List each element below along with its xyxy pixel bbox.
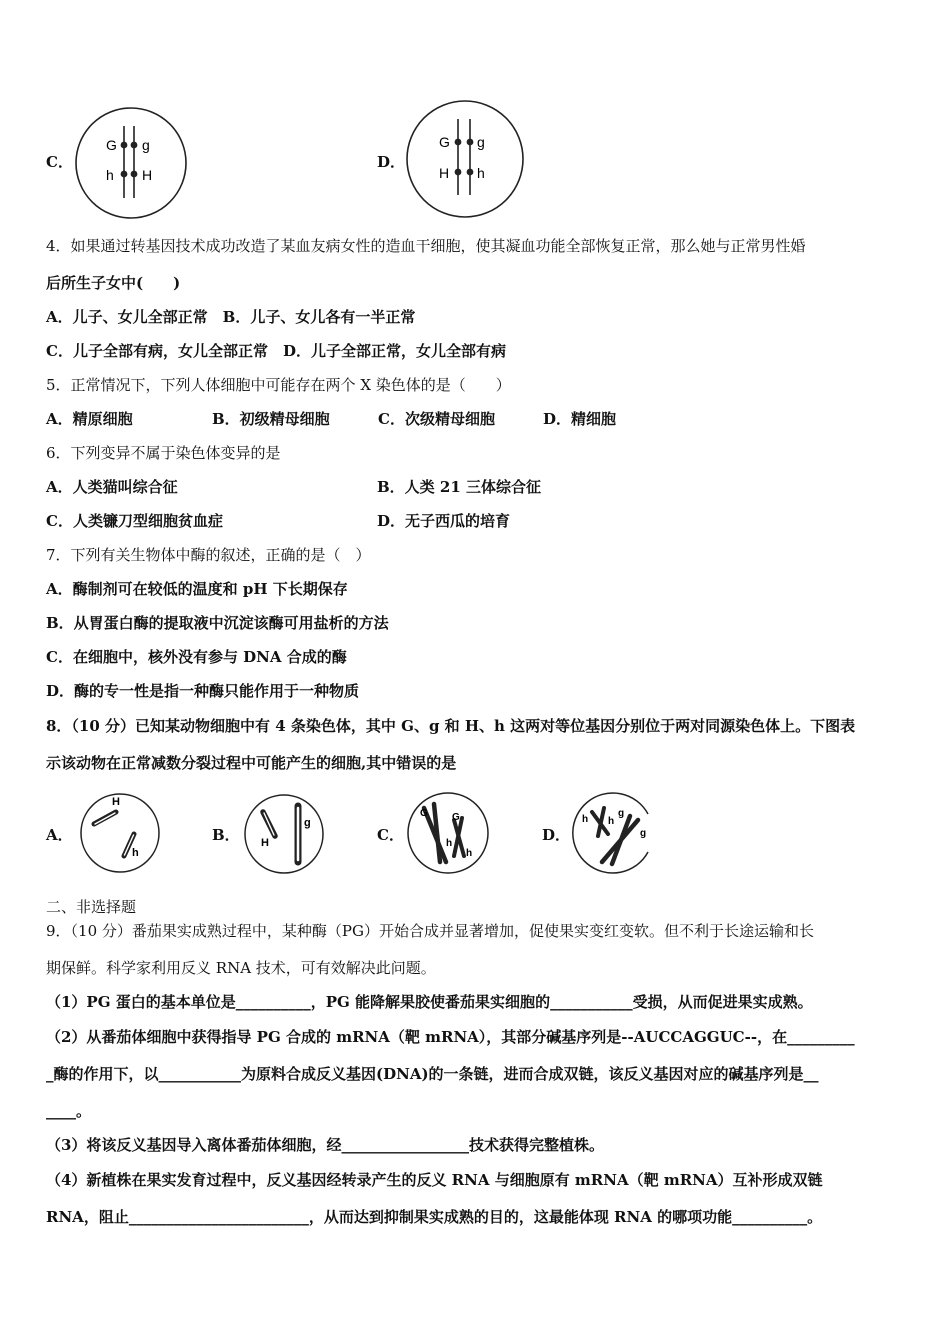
q5-option-a: A．精原细胞 [46, 410, 133, 428]
option-c-label-q8: C． [377, 826, 404, 844]
gene-label: H [142, 167, 153, 183]
cell-circle [81, 794, 159, 872]
q9-part4-line1: （4）新植株在果实发育过程中，反义基因经转录产生的反义 RNA 与细胞原有 mRNA（靶 mRNA）互补形成双链 [46, 1171, 823, 1189]
gene-label: g [618, 808, 625, 819]
q8-stem-line1: 8．（10 分）已知某动物细胞中有 4 条染色体，其中 G、g 和 H、h 这两对等位基因分别位于两对同源染色体上。下图表 [46, 717, 856, 735]
gene-label: h [477, 165, 485, 181]
section-heading: 二、非选择题 [46, 898, 137, 916]
gene-label: G [106, 137, 117, 153]
q8-stem-line2: 示该动物在正常减数分裂过程中可能产生的细胞,其中错误的是 [46, 754, 457, 772]
q6-option-a: A．人类猫叫综合征 [46, 478, 178, 496]
q6-option-c: C．人类镰刀型细胞贫血症 [46, 512, 223, 530]
centromere-dot [121, 142, 128, 149]
q7-option-a: A．酶制剂可在较低的温度和 pH 下长期保存 [46, 580, 348, 598]
q4-stem-line2: 后所生子女中( ) [46, 274, 181, 292]
figure-q8-option-a [78, 790, 164, 876]
figure-q3-option-c [72, 104, 190, 222]
gene-label: h [446, 838, 453, 849]
q7-option-c: C．在细胞中，核外没有参与 DNA 合成的酶 [46, 648, 347, 666]
q9-part4-line2: RNA，阻止________________________，从而达到抑制果实成熟的目的，这最能体现 RNA 的哪项功能__________。 [46, 1208, 823, 1226]
q7-stem: 7．下列有关生物体中酶的叙述，正确的是（ ） [46, 546, 371, 564]
chromosome [264, 813, 274, 835]
centromere-dot [455, 169, 462, 176]
option-a-label-q8: A． [46, 826, 73, 844]
q6-option-b: B．人类 21 三体综合征 [377, 478, 541, 496]
gene-label: h [132, 847, 139, 859]
option-b-label-q8: B． [212, 826, 240, 844]
gene-label: h [466, 848, 473, 859]
chromosome [434, 804, 440, 862]
cell-circle [573, 793, 648, 873]
figure-q3-option-d [403, 97, 527, 221]
figure-q8-option-c [404, 790, 494, 878]
q4-options-cd: C．儿子全部有病，女儿全部正常 D．儿子全部正常，女儿全部有病 [46, 342, 506, 360]
option-d-label-q3: D． [377, 153, 406, 171]
centromere-dot [467, 139, 474, 146]
q5-option-b: B．初级精母细胞 [212, 410, 330, 428]
q9-part3: （3）将该反义基因导入离体番茄体细胞，经_________________技术获得完整植株。 [46, 1136, 604, 1154]
gene-label: h [582, 814, 589, 825]
centromere-dot [121, 171, 128, 178]
q4-stem-line1: 4．如果通过转基因技术成功改造了某血友病女性的造血干细胞，使其凝血功能全部恢复正常，那么她与正常男性婚 [46, 237, 806, 255]
q9-stem-line2: 期保鲜。科学家利用反义 RNA 技术，可有效解决此问题。 [46, 959, 436, 977]
gene-label: H [261, 837, 269, 849]
q9-part2-line2: _酶的作用下，以___________为原料合成反义基因(DNA)的一条链，进而合成双链，该反义基因对应的碱基序列是__ [46, 1065, 819, 1083]
centromere-dot [131, 171, 138, 178]
cell-circle [245, 795, 323, 873]
q4-options-ab: A．儿子、女儿全部正常 B．儿子、女儿各有一半正常 [46, 308, 416, 326]
q5-option-c: C．次级精母细胞 [378, 410, 495, 428]
q9-part1: （1）PG 蛋白的基本单位是__________，PG 能降解果胶使番茄果实细胞的___________受损，从而促进果实成熟。 [46, 993, 813, 1011]
option-d-label-q8: D． [542, 826, 571, 844]
gene-label: H [112, 796, 120, 808]
q7-option-b: B．从胃蛋白酶的提取液中沉淀该酶可用盐析的方法 [46, 614, 389, 632]
centromere-dot [455, 139, 462, 146]
figure-q8-option-b [241, 792, 327, 878]
q6-option-d: D．无子西瓜的培育 [377, 512, 511, 530]
centromere-dot [467, 169, 474, 176]
q5-stem: 5．正常情况下，下列人体细胞中可能存在两个 X 染色体的是（ ） [46, 376, 511, 394]
gene-label: h [106, 167, 114, 183]
gene-label: h [608, 816, 615, 827]
gene-label: G [439, 134, 450, 150]
figure-q8-option-d [568, 790, 650, 878]
gene-label: g [477, 134, 485, 150]
gene-label: G [452, 812, 460, 823]
option-c-label-q3: C． [46, 153, 73, 171]
q6-stem: 6．下列变异不属于染色体变异的是 [46, 444, 281, 462]
chromosome [95, 813, 115, 824]
q5-option-d: D．精细胞 [543, 410, 617, 428]
cell-circle [407, 101, 523, 217]
q7-option-d: D．酶的专一性是指一种酶只能作用于一种物质 [46, 682, 360, 700]
q9-part2-line3: ____。 [46, 1102, 92, 1120]
centromere-dot [131, 142, 138, 149]
cell-circle [76, 108, 186, 218]
gene-label: G [420, 808, 428, 819]
gene-label: g [142, 137, 150, 153]
gene-label: g [304, 817, 311, 829]
chromosome [612, 816, 630, 864]
gene-label: H [439, 165, 450, 181]
q9-stem-line1: 9．（10 分）番茄果实成熟过程中，某种酶（PG）开始合成并显著增加，促使果实变红变软。但不利于长途运输和长 [46, 922, 814, 940]
q9-part2-line1: （2）从番茄体细胞中获得指导 PG 合成的 mRNA（靶 mRNA），其部分碱基序列是--AUCCAGGUC--，在_________ [46, 1028, 855, 1046]
gene-label: g [640, 828, 647, 839]
